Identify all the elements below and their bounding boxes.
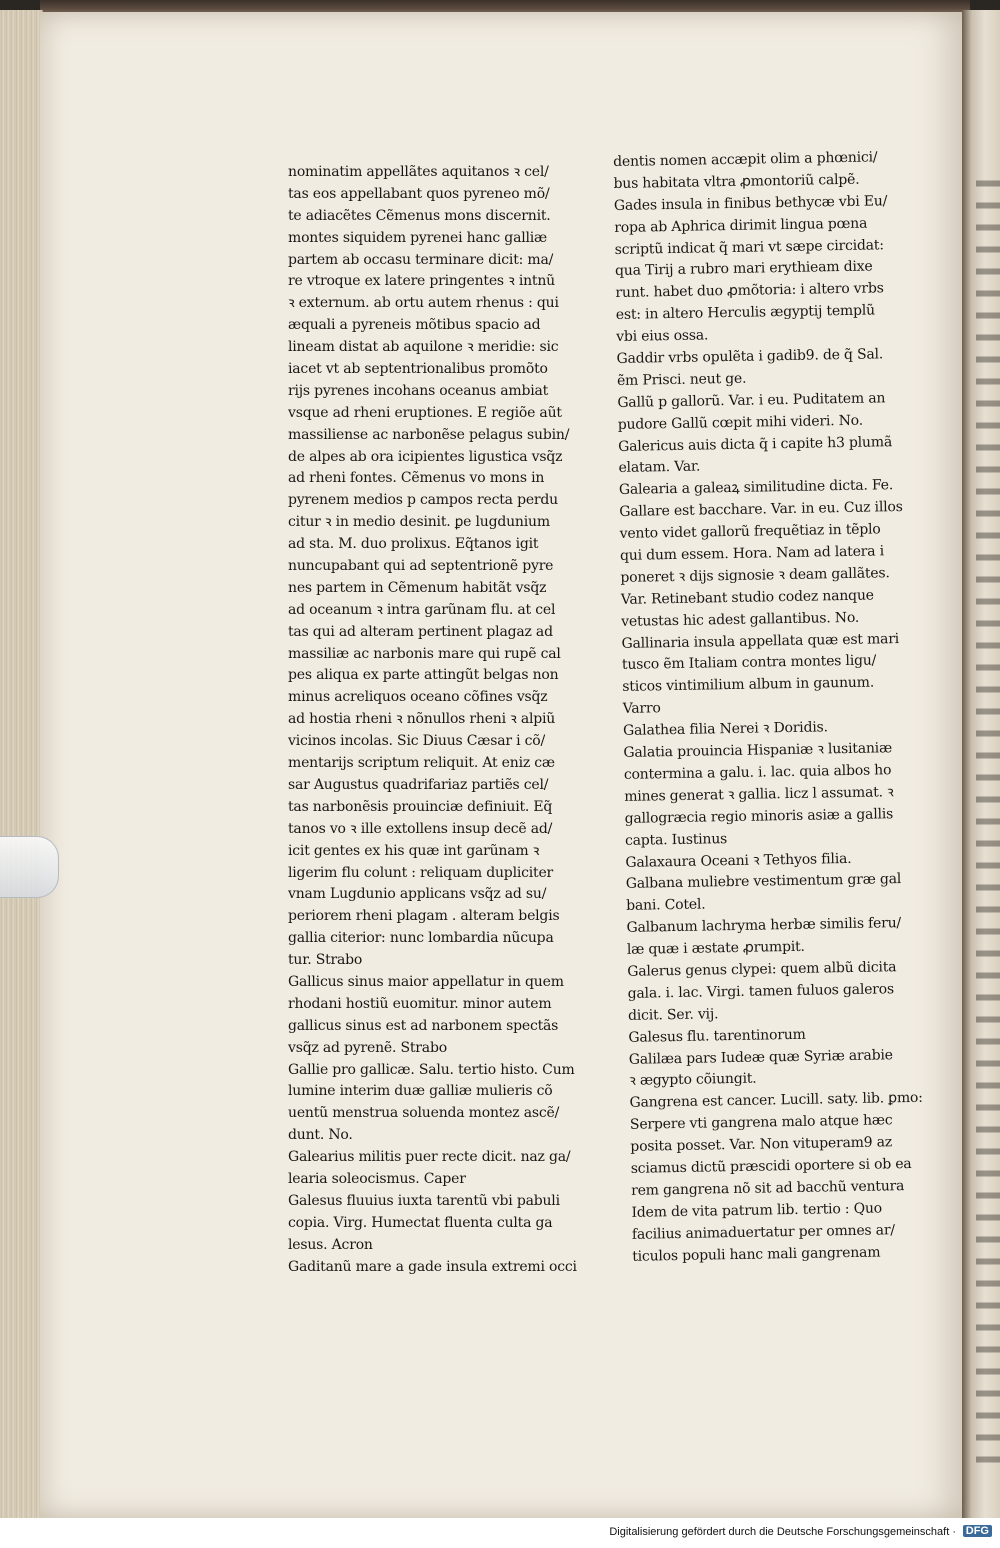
text-line: periorem rheni plagam . alteram belgis — [288, 908, 560, 925]
text-line: gala. i. lac. Virgi. tamen fuluos galeros — [627, 981, 895, 1002]
bookmark-clip — [0, 836, 59, 898]
text-line: nuncupabant qui ad septentrionẽ pyre — [288, 558, 554, 575]
text-line: rhodani hostiũ euomitur. minor autem — [288, 995, 552, 1012]
page-stack-edge — [0, 10, 43, 1518]
text-line: vsq̃z ad pyrenẽ. Strabo — [288, 1039, 447, 1056]
text-line: ad oceanum ꝛ intra garũnam flu. at cel — [288, 601, 556, 618]
text-line: Galearia a galeaꝝ similitudine dicta. Fe. — [618, 477, 894, 499]
text-line: Galatia prouincia Hispaniæ ꝛ lusitaniæ — [623, 740, 893, 761]
text-line: Gallicus sinus maior appellatur in quem — [288, 973, 564, 990]
text-line: tusco ẽm Italiam contra montes ligu/ — [621, 652, 877, 674]
text-line: lineam distat ab aquilone ꝛ meridie: sic — [288, 339, 559, 356]
text-line: tanos vo ꝛ ille extollens insup decẽ ad/ — [288, 820, 553, 837]
text-line: montes siquidem pyrenei hanc galliæ — [288, 229, 548, 246]
text-line: citur ꝛ in medio desinit. ꝑe lugdunium — [288, 514, 550, 531]
facing-page-text-edge — [976, 170, 1000, 1470]
text-line: Gallinaria insula appellata quæ est mari — [621, 630, 900, 652]
text-line: Galesus fluuius iuxta tarentũ vbi pabuli — [288, 1192, 560, 1209]
text-line: dunt. No. — [288, 1127, 353, 1144]
text-line: sciamus dictũ præscidi oportere si ob ea — [630, 1155, 912, 1177]
text-line: minus acreliquos oceano cõfines vsq̃z — [288, 689, 548, 706]
text-line: contermina a galu. i. lac. quia albos ho — [623, 762, 892, 783]
text-line: ropa ab Aphrica dirimit lingua pœna — [614, 215, 868, 236]
dfg-logo: DFG — [963, 1525, 992, 1537]
text-line: ꝛ ægypto cõiungit. — [629, 1071, 757, 1090]
text-line: de alpes ab ora icipientes ligustica vsq̃z — [288, 448, 563, 465]
text-line: sar Augustus quadrifariaz partiẽs cel/ — [288, 776, 549, 793]
text-line: bani. Cotel. — [626, 896, 706, 915]
text-line: Galaxaura Oceani ꝛ Tethyos filia. — [625, 850, 852, 871]
text-line: partem ab occasu terminare dicit: ma/ — [288, 251, 554, 268]
text-line: icit gentes ex his quæ int garũnam ꝛ — [288, 842, 540, 859]
text-line: mentarijs scriptum reliquit. At eniz cæ — [288, 755, 555, 772]
text-line: re vtroque ex latere pringentes ꝛ intnũ — [288, 273, 555, 290]
right-text-column — [613, 147, 932, 1268]
text-line: qua Tirij a rubro mari erythieam dixe — [614, 258, 873, 280]
text-line: ad sta. M. duo prolixus. Eq̃tanos igit — [288, 536, 539, 553]
text-line: posita posset. Var. Non vituperam9 az — [630, 1134, 893, 1155]
text-line: dentis nomen accæpit olim a phœnici/ — [613, 149, 878, 170]
text-line: gallogræcia regio minoris asiæ a gallis — [624, 805, 894, 827]
text-line: Gangrena est cancer. Lucill. saty. lib. ꝑmo: — [629, 1090, 923, 1112]
text-line: æquali a pyreneis mõtibus spacio ad — [288, 317, 541, 334]
text-line: iacet vt ab septentrionalibus promõto — [288, 361, 548, 378]
text-line: Galearius militis puer recte dicit. naz ga/ — [288, 1149, 571, 1166]
text-line: Gallie pro gallicæ. Salu. tertio histo. Cum — [288, 1061, 575, 1078]
text-line: læ quæ i æstate ꝓrumpit. — [626, 938, 805, 958]
text-line: Gallare est bacchare. Var. in eu. Cuz illos — [619, 499, 903, 521]
text-line: Gades insula in finibus bethycæ vbi Eu/ — [613, 193, 888, 214]
text-line: nominatim appellãtes aquitanos ꝛ cel/ — [288, 164, 549, 180]
text-line: Galathea filia Nerei ꝛ Doridis. — [622, 719, 828, 740]
text-line: tas narbonẽsis prouinciæ definiuit. Eq̃ — [288, 798, 553, 815]
text-line: uentũ menstrua soluenda montez ascẽ/ — [288, 1105, 560, 1122]
text-line: Galbana muliebre vestimentum græ gal — [625, 871, 902, 893]
text-line: facilius animaduertatur per omnes ar/ — [631, 1221, 896, 1243]
text-line: bus habitata vltra ꝓmontoriũ calpẽ. — [613, 171, 860, 192]
text-line: rijs pyrenes incohans oceanus ambiat — [288, 382, 549, 399]
text-line: lesus. Acron — [288, 1236, 373, 1253]
text-line: tas qui ad alteram pertinent plagaz ad — [288, 623, 553, 640]
text-line: massiliæ ac narbonis mare qui rupẽ cal — [288, 645, 561, 662]
text-line: learia soleocismus. Caper — [288, 1170, 466, 1187]
text-line: ticulos populi hanc mali gangrenam — [632, 1244, 881, 1265]
text-line: gallicus sinus est ad narbonem spectãs — [288, 1017, 559, 1034]
text-line: dicit. Ser. vij. — [627, 1006, 719, 1024]
footer-bar — [0, 1518, 1000, 1548]
text-line: qui dum essem. Hora. Nam ad latera i — [619, 543, 885, 564]
text-line: est: in altero Herculis ægyptij templũ — [615, 302, 876, 324]
text-line: massiliense ac narbonẽse pelagus subin/ — [288, 426, 570, 443]
text-line: scriptũ indicat q̃ mari vt sæpe circidat: — [614, 236, 884, 258]
text-line: ꝛ externum. ab ortu autem rhenus : qui — [288, 295, 559, 312]
text-line: Idem de vita patrum lib. tertio : Quo — [631, 1200, 883, 1221]
text-line: vsque ad rheni eruptiones. E regiõe aũt — [288, 404, 562, 421]
text-line: rem gangrena nõ sit ad bacchũ ventura — [630, 1177, 905, 1199]
text-line: Galerus genus clypei: quem albũ dicita — [627, 959, 897, 980]
text-line: ligerim flu colunt : reliquam dupliciter — [288, 864, 554, 881]
text-line: pes aliqua ex parte attingũt belgas non — [288, 667, 559, 684]
text-line: Galbanum lachryma herbæ similis feru/ — [626, 915, 902, 937]
text-line: tur. Strabo — [288, 952, 363, 969]
text-line: Galilæa pars Iudeæ quæ Syriæ arabie — [628, 1046, 893, 1068]
text-line: mines generat ꝛ gallia. licz l assumat. ꝛ — [624, 784, 894, 805]
text-line: vicinos incolas. Sic Diuus Cæsar i cõ/ — [288, 733, 546, 750]
text-line: Gallũ p gallorũ. Var. i eu. Puditatem an — [617, 390, 886, 411]
text-line: ẽm Prisci. neut ge. — [616, 370, 747, 389]
text-line: capta. Iustinus — [624, 830, 728, 849]
text-line: sticos vintimilium album in gaunum. — [622, 674, 875, 696]
text-line: vnam Lugdunio applicans vsq̃z ad su/ — [288, 886, 547, 903]
text-line: Serpere vti gangrena malo atque hæc — [629, 1112, 893, 1134]
left-text-column — [288, 162, 578, 1278]
text-line: Galesus flu. tarentinorum — [628, 1026, 806, 1046]
text-line: copia. Virg. Humectat fluenta culta ga — [288, 1214, 553, 1231]
text-line: Varro — [622, 700, 661, 718]
text-line: vetustas hic adest gallantibus. No. — [621, 609, 860, 630]
text-line: vento videt gallorũ frequẽtiaz in tẽplo — [619, 521, 881, 543]
text-line: Gaddir vrbs opulẽta i gadib9. de q̃ Sal. — [616, 346, 884, 367]
text-line: vbi eius ossa. — [616, 327, 709, 346]
text-line: Var. Retinebant studio codez nanque — [620, 587, 874, 608]
text-line: elatam. Var. — [618, 458, 701, 477]
text-line: ad hostia rheni ꝛ nõnullos rheni ꝛ alpiũ — [288, 711, 556, 728]
text-line: Galericus auis dicta q̃ i capite h3 plumã — [618, 433, 893, 455]
text-line: pudore Gallũ cœpit mihi videri. No. — [617, 412, 864, 433]
text-line: gallia citerior: nunc lombardia nũcupa — [288, 930, 554, 947]
text-line: te adiacẽtes Cẽmenus mons discernit. — [288, 207, 551, 224]
text-line: poneret ꝛ dijs signosie ꝛ deam gallãtes. — [620, 565, 890, 586]
text-line: runt. habet duo ꝓmõtoria: i altero vrbs — [615, 280, 884, 302]
text-line: pyrenem medios p campos recta perdu — [288, 492, 558, 509]
text-line: lumine interim duæ galliæ mulieris cõ — [288, 1083, 553, 1100]
footer-credit: Digitalisierung gefördert durch die Deutsche Forschungsgemeinschaft · — [609, 1526, 956, 1538]
text-line: tas eos appellabant quos pyreneo mõ/ — [288, 185, 550, 202]
text-line: nes partem in Cẽmenum habitãt vsq̃z — [288, 579, 547, 596]
text-line: Gaditanũ mare a gade insula extremi occi — [288, 1258, 577, 1275]
text-line: ad rheni fontes. Cẽmenus vo mons in — [288, 470, 545, 487]
